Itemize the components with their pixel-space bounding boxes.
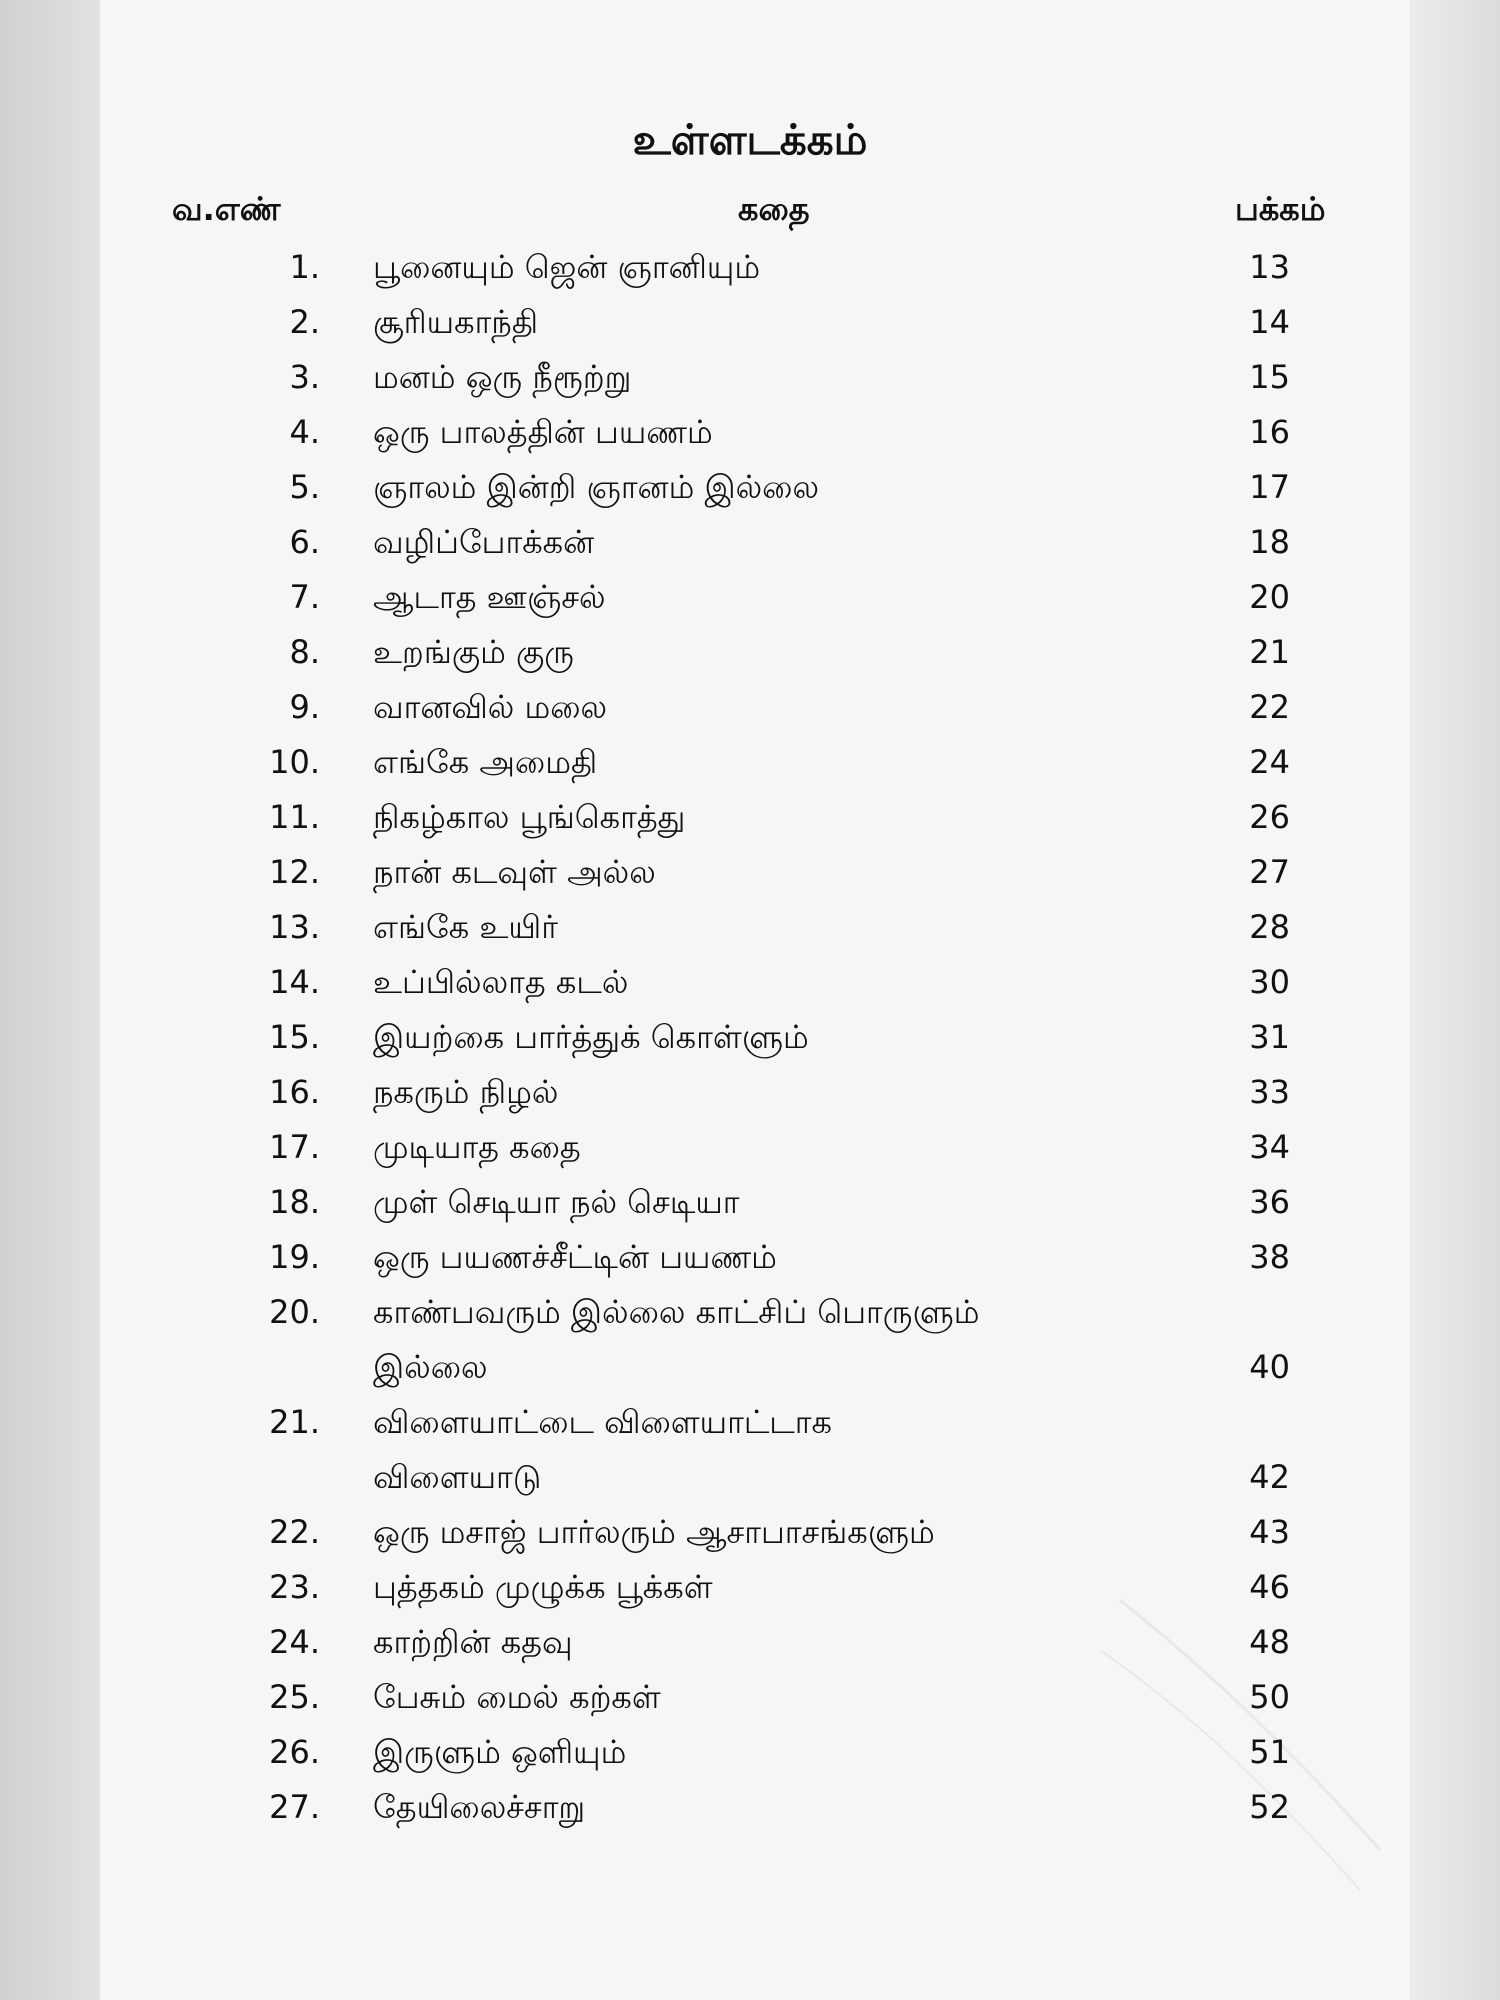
toc-entry-page: 42 — [1249, 1458, 1290, 1496]
toc-row — [0, 1562, 1500, 1617]
toc-row — [0, 1122, 1500, 1177]
toc-entry-story: ஞாலம் இன்றி ஞானம் இல்லை — [373, 468, 820, 506]
toc-entry-page: 30 — [1249, 963, 1290, 1001]
toc-row — [0, 1067, 1500, 1122]
toc-entry-number: 11. — [269, 798, 320, 836]
toc-row — [0, 792, 1500, 847]
toc-entry-story: முள் செடியா நல் செடியா — [373, 1183, 740, 1221]
toc-entry-page: 36 — [1249, 1183, 1290, 1221]
toc-entry-number: 8. — [289, 633, 320, 671]
toc-entry-number: 17. — [269, 1128, 320, 1166]
toc-entry-story: மனம் ஒரு நீரூற்று — [373, 358, 632, 396]
toc-entry-story: பூனையும் ஜென் ஞானியும் — [373, 248, 761, 286]
toc-entry-story: உறங்கும் குரு — [373, 633, 574, 671]
toc-entry-story: பேசும் மைல் கற்கள் — [373, 1678, 661, 1716]
toc-entry-number: 3. — [289, 358, 320, 396]
toc-row — [0, 1617, 1500, 1672]
toc-entry-number: 14. — [269, 963, 320, 1001]
toc-entry-story: காண்பவரும் இல்லை காட்சிப் பொருளும் — [373, 1293, 980, 1331]
toc-row — [0, 1012, 1500, 1067]
column-header-page: பக்கம் — [1235, 190, 1326, 228]
toc-entry-page: 34 — [1249, 1128, 1290, 1166]
toc-entry-story: நிகழ்கால பூங்கொத்து — [373, 798, 686, 836]
toc-row — [0, 1782, 1500, 1837]
toc-entry-page: 51 — [1249, 1733, 1290, 1771]
toc-entry-story: ஒரு மசாஜ் பார்லரும் ஆசாபாசங்களும் — [373, 1513, 935, 1551]
toc-row — [0, 1232, 1500, 1287]
toc-entry-page: 50 — [1249, 1678, 1290, 1716]
toc-entry-number: 26. — [269, 1733, 320, 1771]
column-header-number: வ.எண் — [172, 190, 281, 228]
toc-entry-number: 21. — [269, 1403, 320, 1441]
toc-entry-page: 21 — [1249, 633, 1290, 671]
toc-entry-number: 19. — [269, 1238, 320, 1276]
toc-row — [0, 352, 1500, 407]
toc-entry-number: 4. — [289, 413, 320, 451]
toc-entry-number: 13. — [269, 908, 320, 946]
toc-row — [0, 902, 1500, 957]
toc-entry-page: 14 — [1249, 303, 1290, 341]
toc-entry-number: 7. — [289, 578, 320, 616]
page-title: உள்ளடக்கம் — [632, 115, 868, 164]
toc-entry-page: 17 — [1249, 468, 1290, 506]
toc-entry-page: 33 — [1249, 1073, 1290, 1111]
toc-entry-page: 22 — [1249, 688, 1290, 726]
toc-row — [0, 242, 1500, 297]
toc-entry-story: ஒரு பயணச்சீட்டின் பயணம் — [373, 1238, 777, 1276]
toc-row — [0, 407, 1500, 462]
toc-row — [0, 1507, 1500, 1562]
toc-entry-story: எங்கே அமைதி — [373, 743, 598, 781]
toc-entry-story: உப்பில்லாத கடல் — [373, 963, 629, 1001]
toc-row — [0, 1397, 1500, 1507]
toc-entry-page: 31 — [1249, 1018, 1290, 1056]
toc-row — [0, 1287, 1500, 1397]
toc-entry-number: 1. — [289, 248, 320, 286]
toc-entry-page: 52 — [1249, 1788, 1290, 1826]
toc-entry-story: சூரியகாந்தி — [373, 303, 539, 341]
toc-entry-story: நான் கடவுள் அல்ல — [373, 853, 656, 891]
toc-entry-story: வழிப்போக்கன் — [373, 523, 595, 561]
toc-entry-page: 46 — [1249, 1568, 1290, 1606]
toc-entry-number: 9. — [289, 688, 320, 726]
toc-entry-number: 2. — [289, 303, 320, 341]
toc-entry-number: 24. — [269, 1623, 320, 1661]
toc-entry-page: 40 — [1249, 1348, 1290, 1386]
toc-entry-story: காற்றின் கதவு — [373, 1623, 573, 1661]
toc-row — [0, 682, 1500, 737]
toc-entry-story: புத்தகம் முழுக்க பூக்கள் — [373, 1568, 713, 1606]
toc-entry-story: விளையாட்டை விளையாட்டாக — [373, 1403, 832, 1441]
toc-entry-page: 15 — [1249, 358, 1290, 396]
toc-entry-number: 10. — [269, 743, 320, 781]
toc-row — [0, 957, 1500, 1012]
toc-entry-page: 16 — [1249, 413, 1290, 451]
toc-entry-number: 16. — [269, 1073, 320, 1111]
toc-row — [0, 517, 1500, 572]
toc-entry-number: 15. — [269, 1018, 320, 1056]
toc-entry-number: 22. — [269, 1513, 320, 1551]
toc-entry-number: 6. — [289, 523, 320, 561]
toc-row — [0, 462, 1500, 517]
table-of-contents — [0, 242, 1500, 1837]
toc-entry-page: 38 — [1249, 1238, 1290, 1276]
toc-entry-story: ஆடாத ஊஞ்சல் — [373, 578, 606, 616]
toc-row — [0, 847, 1500, 902]
toc-entry-page: 48 — [1249, 1623, 1290, 1661]
toc-entry-number: 18. — [269, 1183, 320, 1221]
toc-entry-number: 23. — [269, 1568, 320, 1606]
toc-entry-story: ஒரு பாலத்தின் பயணம் — [373, 413, 713, 451]
toc-row — [0, 1672, 1500, 1727]
toc-entry-story: முடியாத கதை — [373, 1128, 581, 1166]
toc-entry-story: எங்கே உயிர் — [373, 908, 558, 946]
toc-entry-number: 12. — [269, 853, 320, 891]
toc-row — [0, 572, 1500, 627]
toc-entry-page: 13 — [1249, 248, 1290, 286]
toc-entry-story: இயற்கை பார்த்துக் கொள்ளும் — [373, 1018, 809, 1056]
toc-entry-page: 43 — [1249, 1513, 1290, 1551]
toc-row — [0, 297, 1500, 352]
toc-entry-story: நகரும் நிழல் — [373, 1073, 559, 1111]
toc-entry-page: 28 — [1249, 908, 1290, 946]
toc-entry-page: 18 — [1249, 523, 1290, 561]
toc-entry-page: 24 — [1249, 743, 1290, 781]
toc-entry-number: 5. — [289, 468, 320, 506]
toc-row — [0, 627, 1500, 682]
toc-row — [0, 1177, 1500, 1232]
toc-entry-story-continued: இல்லை — [373, 1348, 488, 1386]
toc-entry-page: 26 — [1249, 798, 1290, 836]
toc-entry-page: 27 — [1249, 853, 1290, 891]
toc-entry-story: வானவில் மலை — [373, 688, 608, 726]
toc-entry-story: இருளும் ஒளியும் — [373, 1733, 627, 1771]
toc-entry-story: தேயிலைச்சாறு — [373, 1788, 586, 1826]
toc-entry-page: 20 — [1249, 578, 1290, 616]
toc-row — [0, 737, 1500, 792]
toc-entry-number: 27. — [269, 1788, 320, 1826]
toc-entry-number: 20. — [269, 1293, 320, 1331]
toc-row — [0, 1727, 1500, 1782]
toc-entry-story-continued: விளையாடு — [373, 1458, 542, 1496]
toc-entry-number: 25. — [269, 1678, 320, 1716]
column-header-story: கதை — [738, 190, 810, 228]
